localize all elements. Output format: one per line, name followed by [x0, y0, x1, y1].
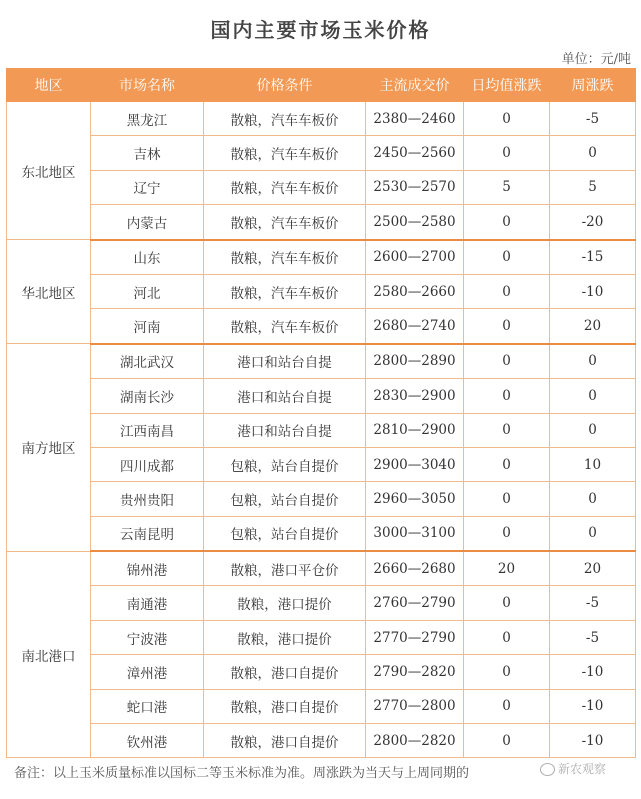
condition-cell: 散粮，港口平仓价	[204, 551, 366, 586]
condition-cell: 散粮，汽车车板价	[204, 170, 366, 204]
corn-price-table	[6, 68, 636, 758]
footnote: 备注：以上玉米质量标准以国标二等玉米标准为准。周涨跌为当天与上周同期的	[14, 766, 470, 781]
condition-cell: 包粮，站台自提价	[204, 516, 366, 551]
market-cell: 河北	[91, 274, 204, 308]
header-region: 地区	[7, 69, 91, 102]
daily-change-cell: 0	[464, 379, 550, 413]
price-cell: 2500—2580	[366, 205, 464, 240]
price-cell: 2530—2570	[366, 170, 464, 204]
market-cell: 湖北武汉	[91, 344, 204, 379]
daily-change-cell: 0	[464, 309, 550, 344]
market-cell: 四川成都	[91, 447, 204, 481]
market-cell: 蛇口港	[91, 689, 204, 723]
price-cell: 2680—2740	[366, 309, 464, 344]
condition-cell: 散粮，汽车车板价	[204, 136, 366, 170]
weekly-change-cell: 0	[550, 344, 636, 379]
weekly-change-cell: -10	[550, 724, 636, 758]
table-row	[7, 516, 636, 551]
daily-change-cell: 20	[464, 551, 550, 586]
table-row	[7, 205, 636, 240]
daily-change-cell: 5	[464, 170, 550, 204]
market-cell: 漳州港	[91, 655, 204, 689]
weekly-change-cell: 0	[550, 516, 636, 551]
weekly-change-cell: 20	[550, 551, 636, 586]
header-market: 市场名称	[91, 69, 204, 102]
market-cell: 辽宁	[91, 170, 204, 204]
header-daily-change: 日均值涨跌	[464, 69, 550, 102]
table-row	[7, 240, 636, 275]
condition-cell: 港口和站台自提	[204, 413, 366, 447]
condition-cell: 散粮，港口提价	[204, 586, 366, 620]
table-row	[7, 170, 636, 204]
weekly-change-cell: -15	[550, 240, 636, 275]
table-header-row	[7, 69, 636, 102]
page-title: 国内主要市场玉米价格	[210, 18, 431, 42]
weekly-change-cell: 0	[550, 136, 636, 170]
header-price: 主流成交价	[366, 69, 464, 102]
header-condition: 价格条件	[204, 69, 366, 102]
price-cell: 2770—2800	[366, 689, 464, 723]
weekly-change-cell: -10	[550, 655, 636, 689]
weekly-change-cell: 5	[550, 170, 636, 204]
table-row	[7, 136, 636, 170]
condition-cell: 包粮，站台自提价	[204, 447, 366, 481]
condition-cell: 散粮，汽车车板价	[204, 240, 366, 275]
market-cell: 江西南昌	[91, 413, 204, 447]
region-cell: 东北地区	[7, 102, 91, 240]
daily-change-cell: 0	[464, 516, 550, 551]
market-cell: 吉林	[91, 136, 204, 170]
market-cell: 南通港	[91, 586, 204, 620]
price-cell: 2900—3040	[366, 447, 464, 481]
daily-change-cell: 0	[464, 655, 550, 689]
table-row	[7, 274, 636, 308]
daily-change-cell: 0	[464, 447, 550, 481]
weekly-change-cell: -5	[550, 102, 636, 136]
table-body	[7, 102, 636, 758]
region-cell: 南方地区	[7, 344, 91, 551]
price-cell: 2600—2700	[366, 240, 464, 275]
weekly-change-cell: -5	[550, 620, 636, 654]
watermark-text: 新农观察	[558, 762, 607, 776]
market-cell: 河南	[91, 309, 204, 344]
price-cell: 2800—2890	[366, 344, 464, 379]
price-cell: 2760—2790	[366, 586, 464, 620]
price-cell: 2790—2820	[366, 655, 464, 689]
market-cell: 内蒙古	[91, 205, 204, 240]
weekly-change-cell: -10	[550, 274, 636, 308]
watermark-icon	[540, 763, 555, 776]
daily-change-cell: 0	[464, 344, 550, 379]
price-cell: 2770—2790	[366, 620, 464, 654]
market-cell: 黑龙江	[91, 102, 204, 136]
price-cell: 2450—2560	[366, 136, 464, 170]
weekly-change-cell: 10	[550, 447, 636, 481]
condition-cell: 散粮，港口自提价	[204, 689, 366, 723]
market-cell: 钦州港	[91, 724, 204, 758]
condition-cell: 散粮，汽车车板价	[204, 274, 366, 308]
daily-change-cell: 0	[464, 586, 550, 620]
daily-change-cell: 0	[464, 413, 550, 447]
price-cell: 2800—2820	[366, 724, 464, 758]
region-cell: 南北港口	[7, 551, 91, 758]
daily-change-cell: 0	[464, 102, 550, 136]
table-row	[7, 655, 636, 689]
table-row	[7, 620, 636, 654]
weekly-change-cell: -10	[550, 689, 636, 723]
market-cell: 贵州贵阳	[91, 482, 204, 516]
weekly-change-cell: 0	[550, 482, 636, 516]
price-cell: 3000—3100	[366, 516, 464, 551]
condition-cell: 包粮，站台自提价	[204, 482, 366, 516]
unit-label: 单位：元/吨	[561, 52, 631, 67]
table-row	[7, 447, 636, 481]
market-cell: 宁波港	[91, 620, 204, 654]
market-cell: 锦州港	[91, 551, 204, 586]
condition-cell: 散粮，汽车车板价	[204, 205, 366, 240]
price-cell: 2810—2900	[366, 413, 464, 447]
daily-change-cell: 0	[464, 240, 550, 275]
weekly-change-cell: -5	[550, 586, 636, 620]
table-row	[7, 482, 636, 516]
market-cell: 湖南长沙	[91, 379, 204, 413]
table-row	[7, 586, 636, 620]
daily-change-cell: 0	[464, 620, 550, 654]
condition-cell: 港口和站台自提	[204, 379, 366, 413]
price-cell: 2660—2680	[366, 551, 464, 586]
table-row	[7, 551, 636, 586]
price-cell: 2580—2660	[366, 274, 464, 308]
condition-cell: 散粮，港口提价	[204, 620, 366, 654]
price-cell: 2830—2900	[366, 379, 464, 413]
table-row	[7, 379, 636, 413]
price-cell: 2380—2460	[366, 102, 464, 136]
daily-change-cell: 0	[464, 482, 550, 516]
condition-cell: 散粮，港口自提价	[204, 655, 366, 689]
weekly-change-cell: 20	[550, 309, 636, 344]
table-row	[7, 344, 636, 379]
daily-change-cell: 0	[464, 205, 550, 240]
daily-change-cell: 0	[464, 689, 550, 723]
market-cell: 山东	[91, 240, 204, 275]
daily-change-cell: 0	[464, 274, 550, 308]
weekly-change-cell: 0	[550, 413, 636, 447]
daily-change-cell: 0	[464, 724, 550, 758]
table-row	[7, 689, 636, 723]
table-row	[7, 413, 636, 447]
daily-change-cell: 0	[464, 136, 550, 170]
weekly-change-cell: 0	[550, 379, 636, 413]
header-weekly-change: 周涨跌	[550, 69, 636, 102]
condition-cell: 散粮，汽车车板价	[204, 309, 366, 344]
region-cell: 华北地区	[7, 240, 91, 344]
condition-cell: 港口和站台自提	[204, 344, 366, 379]
condition-cell: 散粮，港口自提价	[204, 724, 366, 758]
condition-cell: 散粮，汽车车板价	[204, 102, 366, 136]
weekly-change-cell: -20	[550, 205, 636, 240]
table-row	[7, 724, 636, 758]
table-row	[7, 309, 636, 344]
price-cell: 2960—3050	[366, 482, 464, 516]
watermark	[540, 760, 606, 777]
table-row	[7, 102, 636, 136]
market-cell: 云南昆明	[91, 516, 204, 551]
